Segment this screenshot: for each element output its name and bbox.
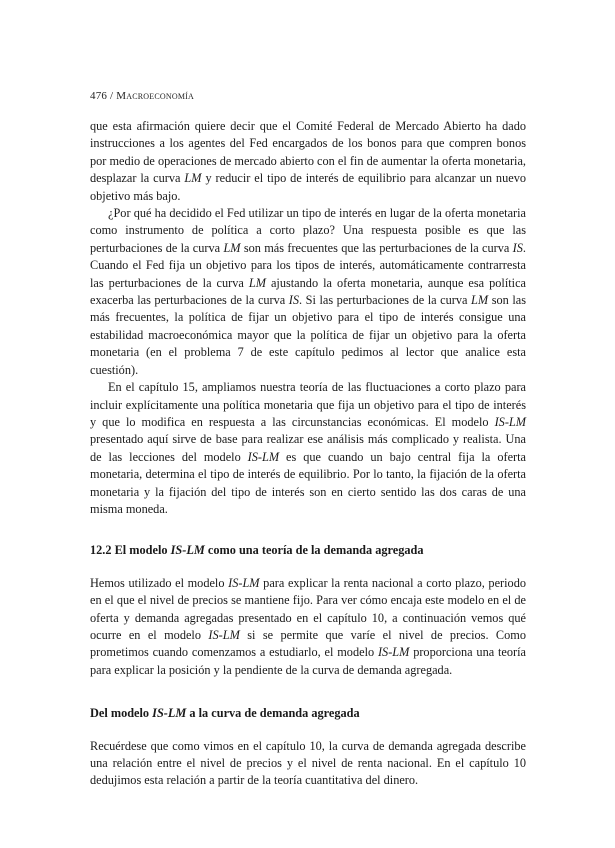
page-number: 476 [90, 90, 108, 102]
header-separator: / [107, 90, 117, 102]
subsection-heading: Del modelo IS-LM a la curva de demanda agregada [90, 706, 360, 721]
paragraph-2: ¿Por qué ha decidido el Fed utilizar un tipo de interés en lugar de la oferta monetaria como instrumento de política a corto plazo? Una respuesta posible es que las perturbaciones de la curva LM son más frecuentes que las perturbaciones de la curva IS. Cuando el Fed fija un objetivo para los tipos de interés, automáticamente contrarresta las perturbaciones de la curva LM ajustando la oferta monetaria, aunque esa política exacerba las perturbaciones de la curva IS. Si las perturbaciones de la curva LM son las más frecuentes, la política de fijar un objetivo para el tipo de interés consigue una estabilidad macroeconómica mayor que la política de fijar un objetivo para la oferta monetaria (en el problema 7 de este capítulo pedimos al lector que analice esta cuestión). [90, 206, 526, 377]
body-text [90, 118, 526, 790]
paragraph-4: Hemos utilizado el modelo IS-LM para explicar la renta nacional a corto plazo, periodo en el que el nivel de precios se mantiene fijo. Para ver cómo encaja este modelo en el de oferta y demanda agregadas presentado en el capítulo 10, a continuación vemos qué ocurre en el modelo IS-LM si se permite que varíe el nivel de precios. Como prometimos cuando comenzamos a estudiarlo, el modelo IS-LM proporciona una teoría para explicar la posición y la pendiente de la curva de demanda agregada. [90, 575, 526, 677]
paragraph-1: que esta afirmación quiere decir que el Comité Federal de Mercado Abierto ha dado instrucciones a los agentes del Fed encargados de los bonos para que compren bonos por medio de operaciones de mercado abierto con el fin de aumentar la oferta monetaria, desplazar la curva LM y reducir el tipo de interés de equilibrio para alcanzar un nuevo objetivo más bajo. [90, 119, 526, 203]
paragraph-5: Recuérdese que como vimos en el capítulo 10, la curva de demanda agregada describe una relación entre el nivel de precios y el nivel de renta nacional. En el capítulo 10 dedujimos esta relación a partir de la teoría cuantitativa del dinero. [90, 738, 526, 788]
paragraph-3: En el capítulo 15, ampliamos nuestra teoría de las fluctuaciones a corto plazo para incluir explícitamente una política monetaria que fija un objetivo para el tipo de interés y que lo modifica en respuesta a las circunstancias económicas. El modelo IS-LM presentado aquí sirve de base para realizar ese análisis más complicado y realista. Una de las lecciones del modelo IS-LM es que cuando un bajo central fija la oferta monetaria, determina el tipo de interés de equilibrio. Por lo tanto, la fijación de la oferta monetaria y la fijación del tipo de interés son en cierto sentido las dos caras de una misma moneda. [90, 380, 526, 516]
running-header [90, 90, 194, 102]
running-title: Macroeconomía [116, 90, 194, 102]
section-heading-12-2: 12.2 El modelo IS-LM como una teoría de la demanda agregada [90, 543, 424, 558]
